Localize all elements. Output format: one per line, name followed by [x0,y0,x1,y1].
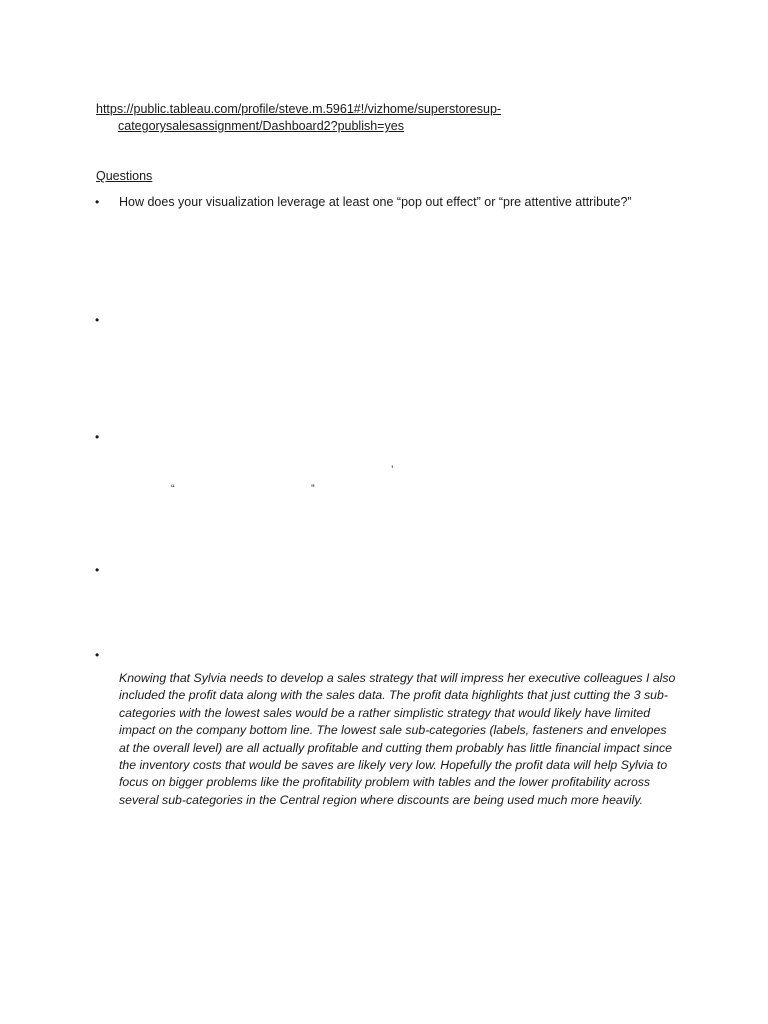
stray-open-quote: “ [171,483,175,495]
bullet-2: • [95,313,100,327]
stray-apostrophe: ’ [391,464,394,476]
bullet-5: • [95,648,100,662]
questions-heading: Questions [96,169,153,183]
bullet-1: • [95,195,100,209]
stray-close-quote: ” [311,483,315,495]
bullet-3: • [95,430,100,444]
answer-paragraph: Knowing that Sylvia needs to develop a sales strategy that will impress her executive colleagues I also included the profit data along with the sales data. The profit data highlights that just cutting the 3 sub-categories with the lowest sales would be a rather simplistic strategy that would likely have limited impact on the company bottom line. The lowest sale sub-categories (labels, fasteners and envelopes at the overall level) are all actually profitable and cutting them probably has little financial impact since the inventory costs that would be saves are likely very low. Hopefully the profit data will help Sylvia to focus on bigger problems like the profitability problem with tables and the lower profitability across several sub-categories in the Central region where discounts are being used much more heavily. [119,671,676,807]
link-line-1[interactable]: https://public.tableau.com/profile/steve.m.5961#!/vizhome/superstoresup- [96,102,502,116]
tableau-dashboard-link[interactable] [96,101,546,135]
bullet-4: • [95,563,100,577]
link-line-2[interactable]: categorysalesassignment/Dashboard2?publish=yes [118,119,404,133]
question-1-text: How does your visualization leverage at least one “pop out effect” or “pre attentive attribute?” [119,195,632,209]
